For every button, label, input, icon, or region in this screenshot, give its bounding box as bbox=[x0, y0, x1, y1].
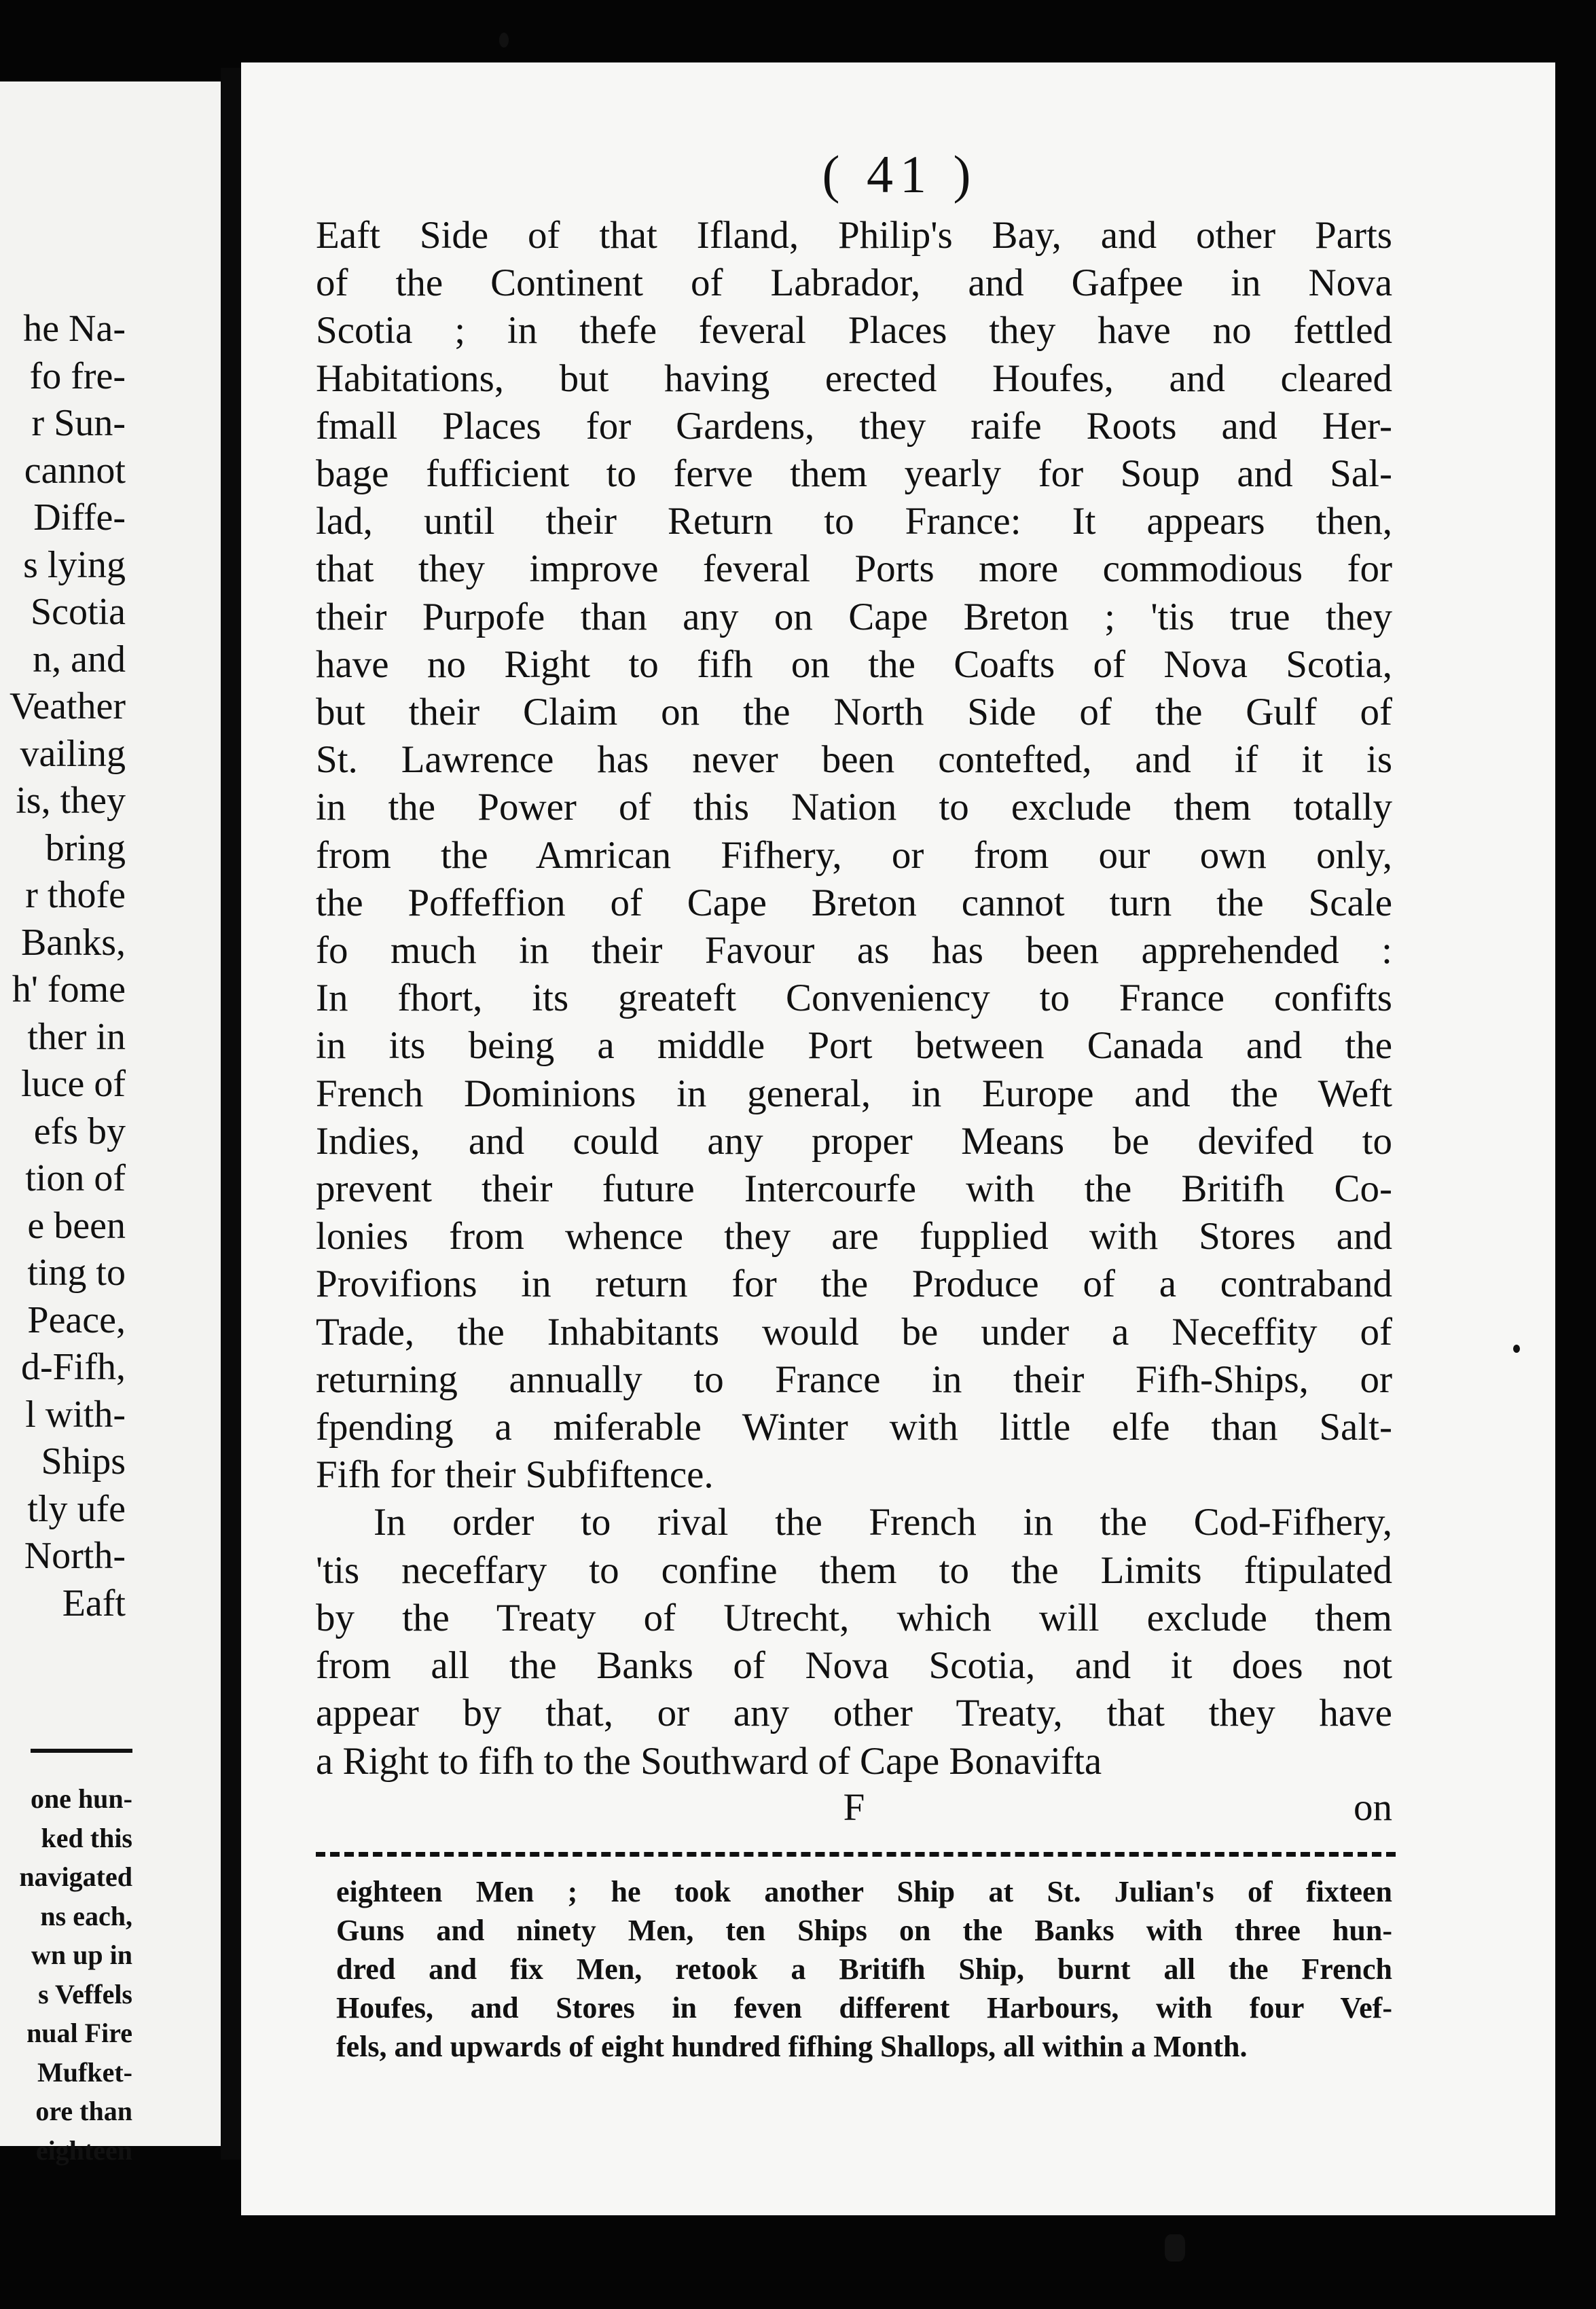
facing-page-line: tly ufe bbox=[27, 1487, 126, 1530]
facing-page-line: tion of bbox=[25, 1157, 126, 1199]
body-line: from all the Banks of Nova Scotia, and it does not bbox=[316, 1644, 1392, 1688]
body-line: fpending a miferable Winter with little elfe than Salt- bbox=[316, 1406, 1392, 1449]
book-gutter bbox=[221, 68, 241, 2160]
body-text bbox=[316, 212, 1392, 1785]
scan-speck bbox=[1165, 2234, 1185, 2261]
body-line: appear by that, or any other Treaty, that they have bbox=[316, 1692, 1392, 1735]
body-line: their Purpofe than any on Cape Breton ; 'tis true they bbox=[316, 595, 1392, 638]
facing-page-line: s lying bbox=[23, 543, 126, 586]
signature-mark: F bbox=[843, 1786, 865, 1829]
body-line: In fhort, its greateft Conveniency to France confifts bbox=[316, 977, 1392, 1020]
facing-page-line: Eaft bbox=[62, 1582, 126, 1624]
catchword: on bbox=[1354, 1786, 1392, 1829]
body-line: St. Lawrence has never been contefted, and if it is bbox=[316, 738, 1392, 782]
facing-page-fragment bbox=[0, 81, 221, 2166]
facing-page-line: vailing bbox=[20, 732, 126, 775]
facing-page-note-line: wn up in bbox=[31, 1940, 132, 1970]
facing-page-line: l with- bbox=[25, 1393, 126, 1436]
body-line: Indies, and could any proper Means be devifed to bbox=[316, 1119, 1392, 1163]
body-line: Trade, the Inhabitants would be under a Neceffity of bbox=[316, 1310, 1392, 1353]
facing-page-line: luce of bbox=[21, 1063, 126, 1105]
body-line: fo much in their Favour as has been apprehended : bbox=[316, 929, 1392, 972]
body-line: in its being a middle Port between Canada and the bbox=[316, 1024, 1392, 1068]
facing-page-note-line: Mufket- bbox=[37, 2056, 132, 2088]
facing-page-note-line: one hun- bbox=[30, 1783, 132, 1814]
facing-page-notes bbox=[19, 1779, 132, 2170]
facing-page-line: bring bbox=[45, 826, 126, 869]
body-line: In order to rival the French in the Cod-Fifhery, bbox=[374, 1501, 1392, 1544]
facing-page-line: Diffe- bbox=[33, 496, 126, 539]
body-line: bage fufficient to ferve them yearly for Soup and Sal- bbox=[316, 452, 1392, 496]
body-line: Eaft Side of that Ifland, Philip's Bay, and other Parts bbox=[316, 214, 1392, 257]
body-line: have no Right to fifh on the Coafts of Nova Scotia, bbox=[316, 642, 1392, 686]
facing-page-line: North- bbox=[24, 1535, 126, 1577]
facing-page-line: d-Fifh, bbox=[21, 1346, 126, 1388]
body-line: lonies from whence they are fupplied with Stores and bbox=[316, 1215, 1392, 1258]
footnote-line: eighteen Men ; he took another Ship at St. Julian's of fixteen bbox=[336, 1875, 1392, 1908]
scan-speck bbox=[499, 33, 509, 48]
body-line: Provifions in return for the Produce of a contraband bbox=[316, 1262, 1392, 1306]
facing-page-text bbox=[10, 306, 126, 1627]
facing-page-line: Scotia bbox=[31, 591, 126, 633]
body-line: in the Power of this Nation to exclude them totally bbox=[316, 786, 1392, 829]
body-line: returning annually to France in their Fifh-Ships, or bbox=[316, 1358, 1392, 1401]
footnote-line: fels, and upwards of eight hundred fifhing Shallops, all within a Month. bbox=[336, 2030, 1248, 2063]
body-line: a Right to fifh to the Southward of Cape Bonavifta bbox=[316, 1739, 1102, 1783]
facing-page-line: Ships bbox=[41, 1440, 126, 1483]
body-line: the Poffeffion of Cape Breton cannot turn the Scale bbox=[316, 881, 1392, 924]
body-line: Fifh for their Subfiftence. bbox=[316, 1453, 714, 1497]
scan-speck bbox=[1513, 1345, 1520, 1353]
facing-page-note-rule bbox=[31, 1749, 132, 1753]
body-line: from the Amrican Fifhery, or from our own only, bbox=[316, 833, 1392, 877]
facing-page-line: ther in bbox=[27, 1015, 126, 1058]
body-line: fmall Places for Gardens, they raife Roots and Her- bbox=[316, 404, 1392, 448]
body-line: of the Continent of Labrador, and Gafpee in Nova bbox=[316, 261, 1392, 305]
facing-page-line: Veather bbox=[9, 685, 126, 727]
facing-page-line: ting to bbox=[27, 1252, 126, 1294]
facing-page-line: n, and bbox=[33, 638, 126, 680]
footnote-line: dred and fix Men, retook a Britifh Ship, burnt all the French bbox=[336, 1952, 1392, 1986]
facing-page-line: he Na- bbox=[23, 308, 126, 350]
facing-page-note-line: navigated bbox=[19, 1861, 132, 1892]
facing-page-line: is, they bbox=[16, 780, 126, 822]
footnote-text bbox=[336, 1872, 1392, 2066]
body-line: Habitations, but having erected Houfes, and cleared bbox=[316, 357, 1392, 400]
book-page bbox=[241, 62, 1555, 2215]
facing-page-note-line: ore than bbox=[35, 2096, 132, 2126]
facing-page-line: r Sun- bbox=[31, 402, 126, 444]
body-line: by the Treaty of Utrecht, which will exclude them bbox=[316, 1596, 1392, 1639]
footnote-line: Houfes, and Stores in feven different Harbours, with four Vef- bbox=[336, 1991, 1392, 2024]
body-line: 'tis neceffary to confine them to the Limits ftipulated bbox=[316, 1548, 1392, 1592]
body-line: that they improve feveral Ports more commodious for bbox=[316, 547, 1392, 591]
body-line: Scotia ; in thefe feveral Places they have no fettled bbox=[316, 309, 1392, 352]
facing-page-line: h' fome bbox=[12, 968, 126, 1011]
facing-page-note-line: ked this bbox=[41, 1822, 132, 1853]
facing-page-line: efs by bbox=[33, 1110, 126, 1152]
body-line: but their Claim on the North Side of the Gulf of bbox=[316, 691, 1392, 734]
footnote-line: Guns and ninety Men, ten Ships on the Banks with three hun- bbox=[336, 1914, 1392, 1947]
facing-page-line: fo fre- bbox=[29, 354, 126, 397]
facing-page-line: r thofe bbox=[25, 874, 126, 916]
body-line: French Dominions in general, in Europe and the Weft bbox=[316, 1072, 1392, 1115]
body-line: prevent their future Intercourfe with the Britifh Co- bbox=[316, 1167, 1392, 1211]
facing-page-note-line: nual Fire bbox=[26, 2018, 132, 2048]
facing-page-note-line: eighteen bbox=[35, 2134, 132, 2166]
facing-page-note-line: ns each, bbox=[40, 1900, 132, 1931]
facing-page-line: Peace, bbox=[27, 1298, 126, 1341]
facing-page-line: Banks, bbox=[21, 921, 126, 964]
facing-page-note-line: s Veffels bbox=[38, 1978, 132, 2010]
footnote-rule bbox=[316, 1852, 1396, 1857]
facing-page-line: e been bbox=[27, 1204, 126, 1247]
body-line: lad, until their Return to France: It appears then, bbox=[316, 500, 1392, 543]
facing-page-line: cannot bbox=[24, 449, 126, 492]
page-number: ( 41 ) bbox=[822, 145, 978, 204]
